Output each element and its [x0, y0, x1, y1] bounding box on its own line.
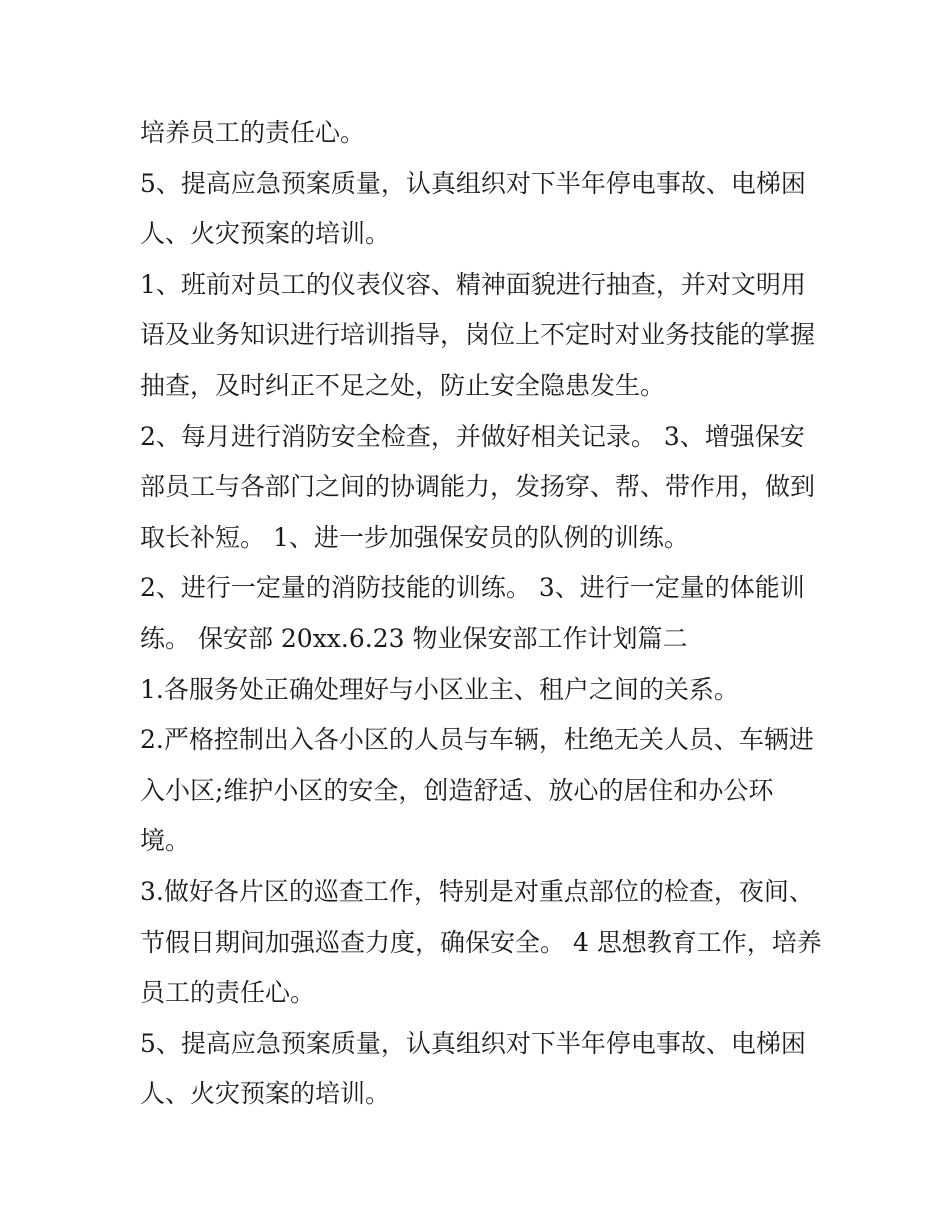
text-line: 员工的责任心。 [140, 978, 316, 1008]
text-line: 1.各服务处正确处理好与小区业主、租户之间的关系。 [140, 674, 739, 704]
text-line: 入小区;维护小区的安全，创造舒适、放心的居住和办公环 [140, 775, 774, 805]
text-line: 部员工与各部门之间的协调能力，发扬穿、帮、带作用，做到 [140, 472, 816, 502]
text-line: 3.做好各片区的巡查工作，特别是对重点部位的检查，夜间、 [140, 876, 814, 906]
text-line: 培养员工的责任心。 [140, 118, 366, 147]
text-line: 5、提高应急预案质量，认真组织对下半年停电事故、电梯困 [140, 1028, 806, 1058]
text-line: 2、进行一定量的消防技能的训练。 3、进行一定量的体能训 [140, 573, 805, 603]
text-line: 2.严格控制出入各小区的人员与车辆，杜绝无关人员、车辆进 [140, 725, 814, 755]
text-line: 节假日期间加强巡查力度，确保安全。 4 思想教育工作，培养 [140, 927, 822, 957]
document-body [140, 108, 830, 1120]
text-line: 人、火灾预案的培训。 [140, 1079, 391, 1109]
text-line: 练。 保安部 20xx.6.23 物业保安部工作计划篇二 [140, 623, 688, 653]
text-line: 5、提高应急预案质量，认真组织对下半年停电事故、电梯困 [140, 168, 806, 198]
text-line: 语及业务知识进行培训指导，岗位上不定时对业务技能的掌握 [140, 320, 816, 350]
text-line: 抽查，及时纠正不足之处，防止安全隐患发生。 [140, 370, 666, 400]
text-line: 境。 [140, 826, 191, 856]
text-line: 人、火灾预案的培训。 [140, 219, 391, 249]
text-line: 1、班前对员工的仪表仪容、精神面貌进行抽查，并对文明用 [140, 269, 806, 299]
text-line: 2、每月进行消防安全检查，并做好相关记录。 3、增强保安 [140, 421, 805, 451]
text-line: 取长补短。 1、进一步加强保安员的队例的训练。 [140, 522, 689, 552]
